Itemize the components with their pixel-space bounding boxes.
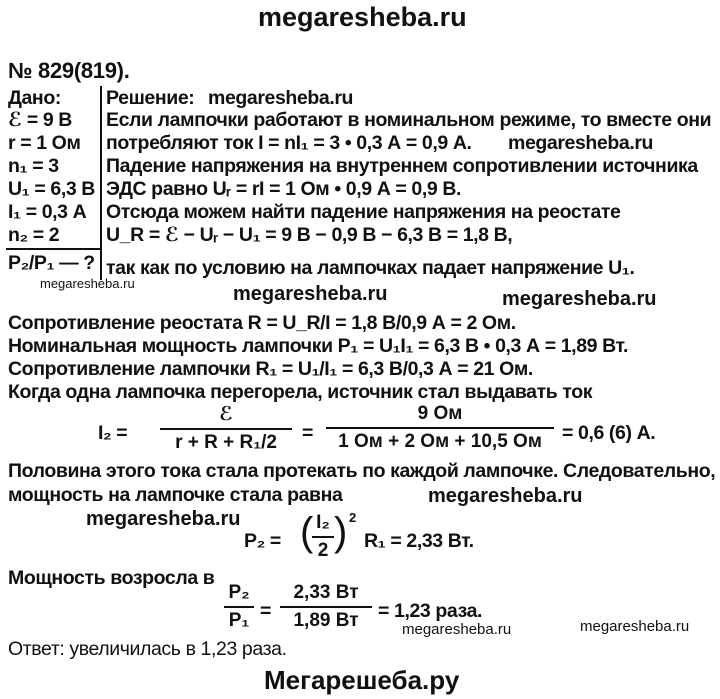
watermark-given: megaresheba.ru <box>40 276 135 291</box>
power-formula-lhs: P₂ = <box>244 530 281 552</box>
watermark-top: megaresheba.ru <box>258 2 467 32</box>
watermark-solution-inline: megaresheba.ru <box>208 87 354 109</box>
solution-line-7: так как по условию на лампочках падает напряжение U₁. <box>106 257 635 279</box>
solution-line-2: потребляют ток I = nI₁ = 3 • 0,3 А = 0,9 А. <box>106 132 472 154</box>
given-find: P₂/P₁ — ? <box>8 252 95 274</box>
current-fraction-1-den: r + R + R₁/2 <box>175 432 277 453</box>
watermark-p2-left: megaresheba.ru <box>86 508 241 530</box>
power-fraction <box>312 512 334 562</box>
given-title: Дано: <box>8 87 61 109</box>
ratio-fraction-1-num: P₂ <box>228 582 250 603</box>
body-line-current-intro: Когда одна лампочка перегорела, источник стал выдавать ток <box>8 381 593 403</box>
current-formula-lhs: I₂ = <box>98 422 128 444</box>
body-line-resistance: Сопротивление реостата R = U_R/I = 1,8 В/0,9 А = 2 Ом. <box>8 312 516 334</box>
ratio-fraction-1-den: P₁ <box>228 610 250 631</box>
power-paren-right: ) <box>334 510 348 554</box>
ratio-fraction-2 <box>280 582 372 632</box>
watermark-mid-left: megaresheba.ru <box>233 283 388 305</box>
given-n1: n₁ = 3 <box>8 155 59 177</box>
given-vertical-divider <box>100 86 102 280</box>
ratio-fraction-2-num: 2,33 Вт <box>293 582 359 603</box>
current-fraction-2-den: 1 Ом + 2 Ом + 10,5 Ом <box>338 431 542 452</box>
watermark-ratio-right-2: megaresheba.ru <box>580 618 690 635</box>
power-formula-rest: R₁ = 2,33 Вт. <box>364 530 474 552</box>
solution-line-6: U_R = ℰ − Uᵣ − U₁ = 9 В − 0,9 В − 6,3 В = 1,8 В, <box>106 224 513 246</box>
solution-line-1: Если лампочки работают в номинальном режиме, то вместе они <box>106 109 712 131</box>
solution-title: Решение: <box>106 87 195 109</box>
current-fraction-1-num: ℰ <box>219 404 233 425</box>
solution-line-3: Падение напряжения на внутреннем сопротивлении источника <box>106 155 698 177</box>
given-divider <box>6 248 102 250</box>
watermark-line2-inline: megaresheba.ru <box>508 132 654 154</box>
ratio-formula-result: = 1,23 раза. <box>378 600 483 622</box>
increase-text: Мощность возросла в <box>8 567 215 589</box>
watermark-ratio-right-1: megaresheba.ru <box>402 621 512 638</box>
current-fraction-2-num: 9 Ом <box>417 403 463 424</box>
half-line-1: Половина этого тока стала протекать по каждой лампочке. Следовательно, <box>8 460 716 482</box>
answer: Ответ: увеличилась в 1,23 раза. <box>8 638 287 660</box>
power-paren-left: ( <box>300 510 314 554</box>
half-line-2: мощность на лампочке стала равна <box>8 484 343 506</box>
problem-number: № 829(819). <box>8 58 130 83</box>
given-i1: I₁ = 0,3 А <box>8 201 87 223</box>
power-fraction-num: I₂ <box>316 512 330 533</box>
current-fraction-1 <box>160 403 292 454</box>
current-formula-eq: = <box>302 422 313 444</box>
current-fraction-2 <box>326 403 554 453</box>
ratio-fraction-2-den: 1,89 Вт <box>293 610 359 631</box>
current-formula-result: = 0,6 (6) А. <box>562 422 656 444</box>
power-exponent: 2 <box>349 510 357 525</box>
given-r: r = 1 Ом <box>8 132 81 154</box>
body-line-power: Номинальная мощность лампочки P₁ = U₁I₁ = 6,3 В • 0,3 А = 1,89 Вт. <box>8 335 628 357</box>
watermark-mid-right: megaresheba.ru <box>502 288 657 310</box>
solution-line-5: Отсюда можем найти падение напряжения на реостате <box>106 201 621 223</box>
solution-line-4: ЭДС равно Uᵣ = rI = 1 Ом • 0,9 А = 0,9 В. <box>106 178 462 200</box>
watermark-bottom: Мегарешеба.ру <box>264 665 460 695</box>
given-u1: U₁ = 6,3 В <box>8 178 95 200</box>
power-fraction-den: 2 <box>317 540 329 561</box>
watermark-line4-right: megaresheba.ru <box>428 485 583 507</box>
body-line-lamp-resistance: Сопротивление лампочки R₁ = U₁/I₁ = 6,3 В/0,3 А = 21 Ом. <box>8 358 533 380</box>
ratio-fraction-1 <box>224 582 254 632</box>
given-n2: n₂ = 2 <box>8 224 60 246</box>
ratio-formula-eq: = <box>260 600 271 622</box>
given-emf: ℰ = 9 В <box>8 109 72 131</box>
